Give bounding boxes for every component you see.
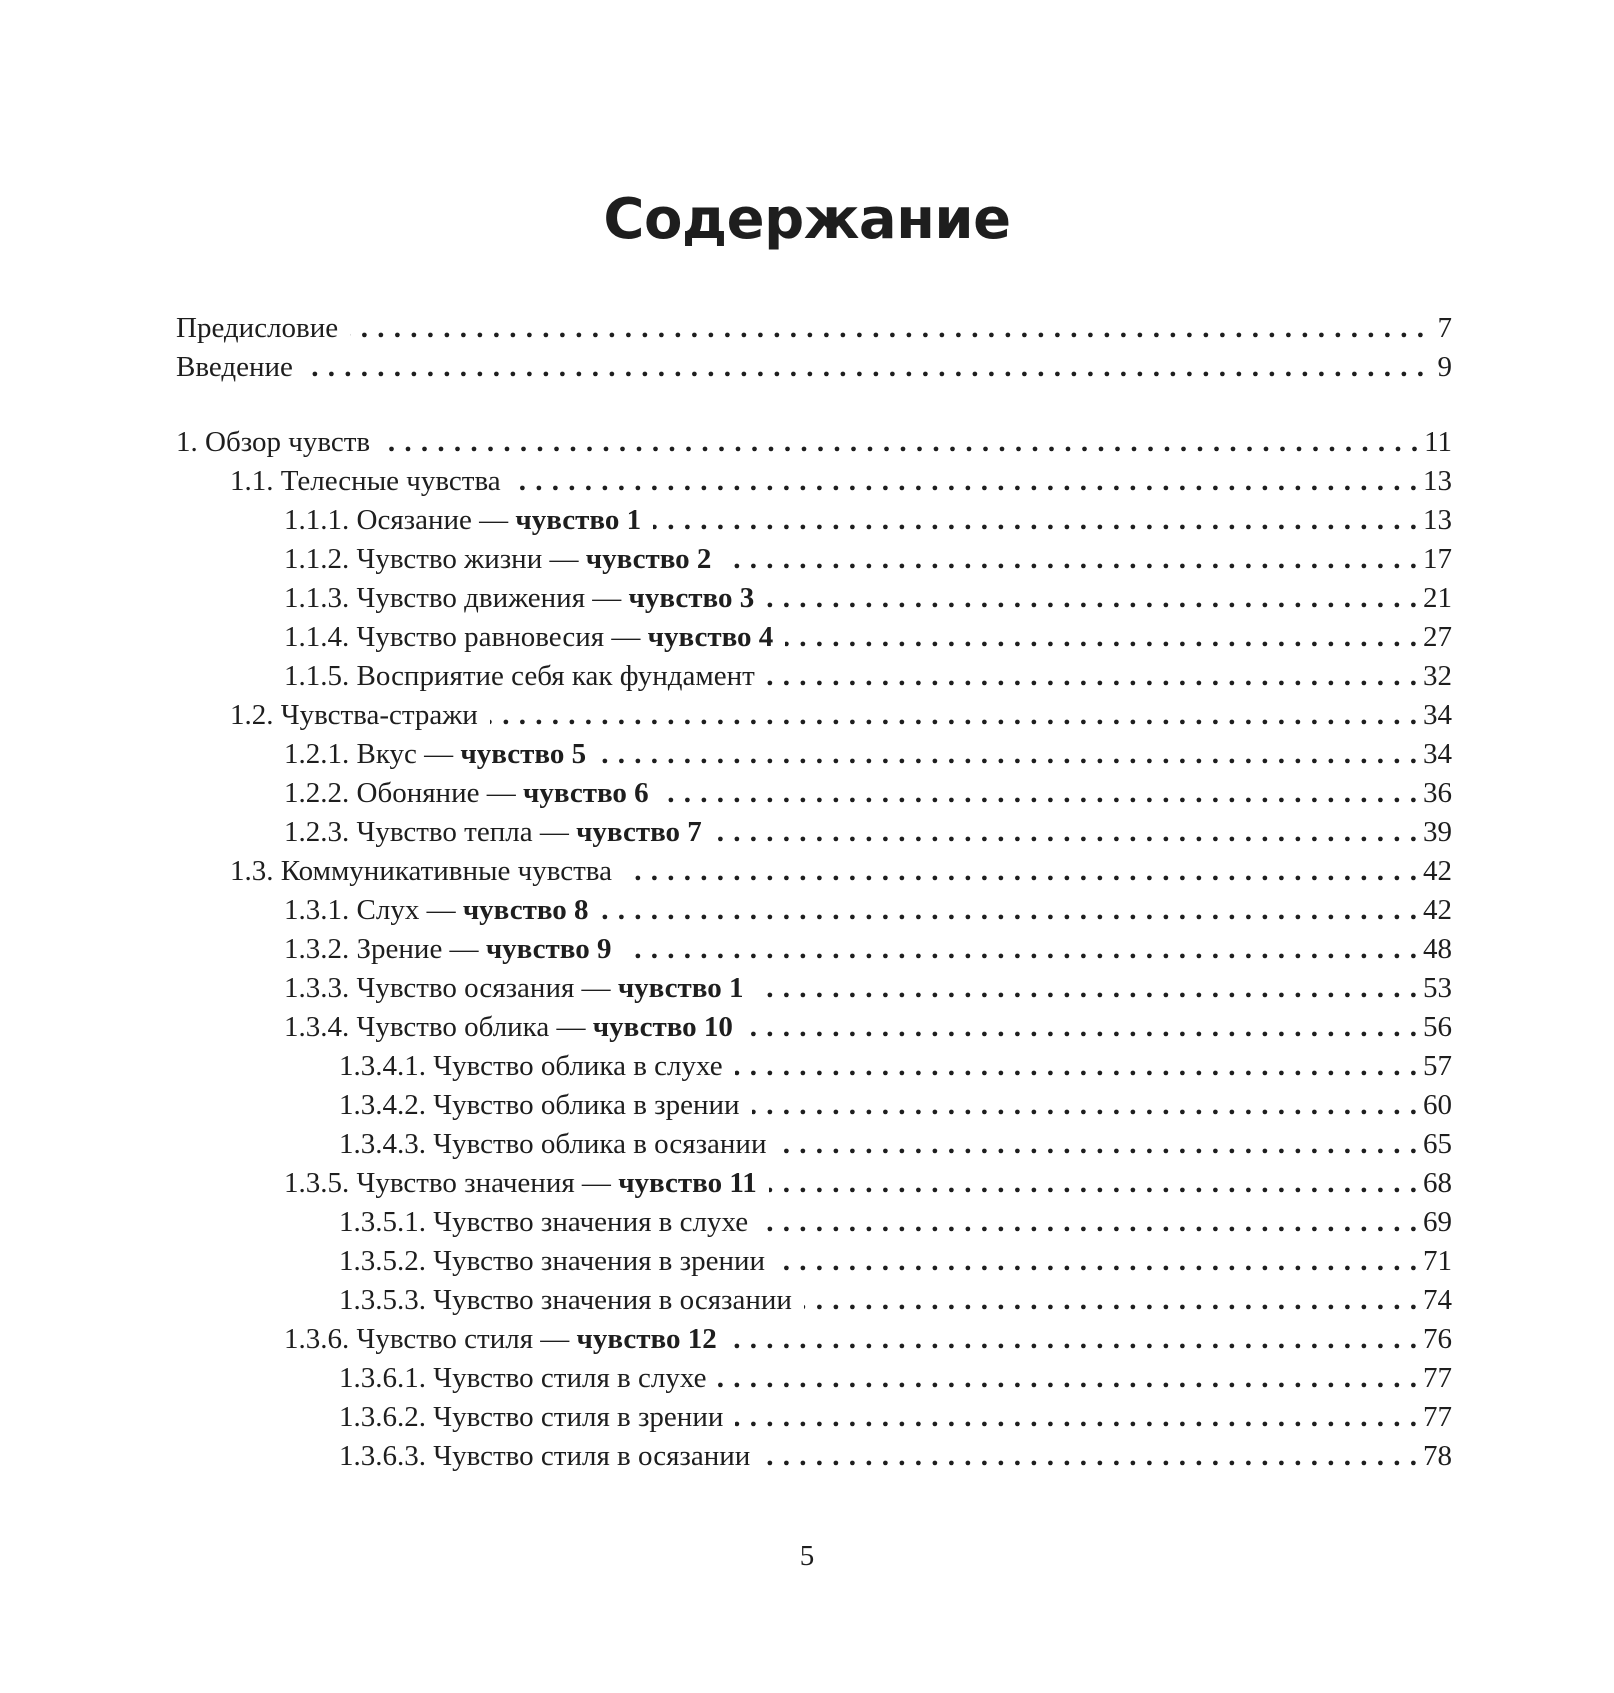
toc-entry-label: 1.2. Чувства-стражи	[230, 699, 478, 731]
toc-page-number: 60	[1423, 1089, 1452, 1121]
dot-leader	[598, 735, 1417, 774]
toc-entry[interactable]	[176, 657, 1452, 696]
toc-entry[interactable]	[176, 1281, 1452, 1320]
toc-entry-label: 1.3. Коммуникативные чувства	[230, 855, 612, 887]
sense-number: чувство 6	[522, 777, 649, 809]
toc-entry[interactable]	[176, 462, 1452, 501]
dot-leader	[766, 579, 1417, 618]
dot-leader	[513, 462, 1417, 501]
toc-page-number: 48	[1423, 933, 1452, 965]
toc-entry-label: 1.1.3. Чувство движения — чувство 3	[284, 582, 755, 614]
dot-leader	[762, 1437, 1417, 1476]
toc-page-number: 13	[1423, 504, 1452, 536]
page-number-footer: 5	[799, 1540, 815, 1572]
toc-page-number: 13	[1423, 465, 1452, 497]
dot-leader	[624, 852, 1417, 891]
dot-leader	[718, 1359, 1417, 1398]
toc-entry[interactable]	[176, 1203, 1452, 1242]
dot-leader	[735, 1047, 1417, 1086]
toc-entry[interactable]	[176, 852, 1452, 891]
sense-number: чувство 1	[617, 972, 744, 1004]
dot-leader	[760, 1203, 1417, 1242]
toc-entry[interactable]	[176, 348, 1452, 387]
toc-entry-label: 1.3.6.3. Чувство стиля в осязании	[339, 1440, 751, 1472]
sense-number: чувство 4	[647, 621, 774, 653]
dot-leader	[777, 1242, 1417, 1281]
toc-entry-label: 1.1.1. Осязание — чувство 1	[284, 504, 642, 536]
toc-entry-label: 1.3.5.1. Чувство значения в слухе	[339, 1206, 749, 1238]
dot-leader	[767, 657, 1417, 696]
toc-entry[interactable]	[176, 309, 1452, 348]
dot-leader	[785, 618, 1417, 657]
toc-page-number: 53	[1423, 972, 1452, 1004]
dot-leader	[804, 1281, 1417, 1320]
toc-page-number: 27	[1423, 621, 1452, 653]
dot-leader	[769, 1164, 1417, 1203]
dot-leader	[778, 1125, 1417, 1164]
toc-entry-label: 1.3.6.2. Чувство стиля в зрении	[339, 1401, 724, 1433]
dot-leader	[723, 540, 1417, 579]
dot-leader	[752, 1086, 1417, 1125]
toc-entry-label: 1.3.3. Чувство осязания — чувство 1	[284, 972, 744, 1004]
toc-page-number: 9	[1437, 351, 1452, 383]
toc-entry[interactable]	[176, 1086, 1452, 1125]
toc-entry-label: 1.3.5. Чувство значения — чувство 11	[284, 1167, 757, 1199]
toc-entry-label: 1.2.1. Вкус — чувство 5	[284, 738, 587, 770]
toc-entry[interactable]	[176, 1437, 1452, 1476]
sense-number: чувство 8	[462, 894, 589, 926]
toc-entry[interactable]	[176, 813, 1452, 852]
toc-page-number: 7	[1437, 312, 1452, 344]
dot-leader	[601, 891, 1417, 930]
toc-entry-label: 1.3.2. Зрение — чувство 9	[284, 933, 612, 965]
toc-page-number: 34	[1423, 699, 1452, 731]
toc-entry[interactable]	[176, 1359, 1452, 1398]
table-of-contents	[176, 309, 1452, 1476]
sense-number: чувство 9	[485, 933, 612, 965]
toc-page-number: 21	[1423, 582, 1452, 614]
sense-number: чувство 11	[618, 1167, 757, 1199]
sense-number: чувство 12	[576, 1323, 717, 1355]
toc-entry[interactable]	[176, 969, 1452, 1008]
toc-page-number: 77	[1423, 1401, 1452, 1433]
toc-entry[interactable]	[176, 618, 1452, 657]
toc-entry-label: 1.2.2. Обоняние — чувство 6	[284, 777, 649, 809]
toc-page-number: 57	[1423, 1050, 1452, 1082]
dot-leader	[714, 813, 1417, 852]
toc-entry-label: 1.3.4.1. Чувство облика в слухе	[339, 1050, 723, 1082]
sense-number: чувство 3	[628, 582, 755, 614]
sense-number: чувство 2	[585, 543, 712, 575]
toc-entry-label: 1.1.5. Восприятие себя как фундамент	[284, 660, 755, 692]
toc-entry[interactable]	[176, 540, 1452, 579]
toc-page-number: 77	[1423, 1362, 1452, 1394]
toc-entry[interactable]	[176, 579, 1452, 618]
toc-page-number: 69	[1423, 1206, 1452, 1238]
toc-entry[interactable]	[176, 1164, 1452, 1203]
dot-leader	[490, 696, 1417, 735]
toc-entry-label: Предисловие	[176, 312, 339, 344]
toc-page-number: 39	[1423, 816, 1452, 848]
toc-entry-label: 1.3.4. Чувство облика — чувство 10	[284, 1011, 733, 1043]
toc-entry-label: 1.3.5.2. Чувство значения в зрении	[339, 1245, 766, 1277]
sense-number: чувство 7	[576, 816, 702, 848]
dot-leader	[745, 1008, 1417, 1047]
dot-leader	[624, 930, 1417, 969]
dot-leader	[305, 348, 1424, 387]
sense-number: чувство 10	[592, 1011, 733, 1043]
toc-page-number: 36	[1423, 777, 1452, 809]
toc-entry-label: 1.3.4.3. Чувство облика в осязании	[339, 1128, 767, 1160]
toc-entry-label: 1.3.6.1. Чувство стиля в слухе	[339, 1362, 707, 1394]
toc-entry-label: 1.1. Телесные чувства	[230, 465, 501, 497]
toc-entry-label: 1.3.5.3. Чувство значения в осязании	[339, 1284, 792, 1316]
toc-page-number: 74	[1423, 1284, 1452, 1316]
sense-number: чувство 1	[515, 504, 642, 536]
toc-entry-label: 1.1.4. Чувство равновесия — чувство 4	[284, 621, 774, 653]
toc-page-number: 76	[1423, 1323, 1452, 1355]
dot-leader	[653, 501, 1417, 540]
toc-page-number: 32	[1423, 660, 1452, 692]
toc-entry[interactable]	[176, 1008, 1452, 1047]
sense-number: чувство 5	[460, 738, 587, 770]
dot-leader	[661, 774, 1417, 813]
toc-page-number: 78	[1423, 1440, 1452, 1472]
toc-page-number: 56	[1423, 1011, 1452, 1043]
toc-page-number: 42	[1423, 894, 1452, 926]
toc-entry[interactable]	[176, 501, 1452, 540]
page-title: Содержание	[603, 187, 1011, 252]
toc-entry[interactable]	[176, 930, 1452, 969]
toc-entry[interactable]	[176, 1320, 1452, 1359]
toc-page-number: 34	[1423, 738, 1452, 770]
toc-entry-label: Введение	[176, 351, 293, 383]
toc-entry[interactable]	[176, 774, 1452, 813]
toc-page-number: 65	[1423, 1128, 1452, 1160]
toc-entry[interactable]	[176, 1125, 1452, 1164]
dot-leader	[735, 1398, 1417, 1437]
toc-entry[interactable]	[176, 1398, 1452, 1437]
toc-entry[interactable]	[176, 1242, 1452, 1281]
toc-page-number: 17	[1423, 543, 1452, 575]
toc-page-number: 42	[1423, 855, 1452, 887]
toc-page-number: 71	[1423, 1245, 1452, 1277]
dot-leader	[382, 423, 1418, 462]
toc-entry-label: 1.3.6. Чувство стиля — чувство 12	[284, 1323, 717, 1355]
toc-entry[interactable]	[176, 735, 1452, 774]
toc-page-number: 11	[1424, 426, 1452, 458]
toc-entry[interactable]	[176, 891, 1452, 930]
toc-entry-label: 1. Обзор чувств	[176, 426, 371, 458]
toc-entry-label: 1.1.2. Чувство жизни — чувство 2	[284, 543, 712, 575]
toc-page-number: 68	[1423, 1167, 1452, 1199]
toc-entry-label: 1.3.1. Слух — чувство 8	[284, 894, 589, 926]
dot-leader	[350, 309, 1424, 348]
dot-leader	[756, 969, 1417, 1008]
toc-entry-label: 1.2.3. Чувство тепла — чувство 7	[284, 816, 702, 848]
toc-entry[interactable]	[176, 423, 1452, 462]
toc-entry-label: 1.3.4.2. Чувство облика в зрении	[339, 1089, 740, 1121]
toc-entry[interactable]	[176, 1047, 1452, 1086]
toc-entry[interactable]	[176, 696, 1452, 735]
dot-leader	[729, 1320, 1417, 1359]
